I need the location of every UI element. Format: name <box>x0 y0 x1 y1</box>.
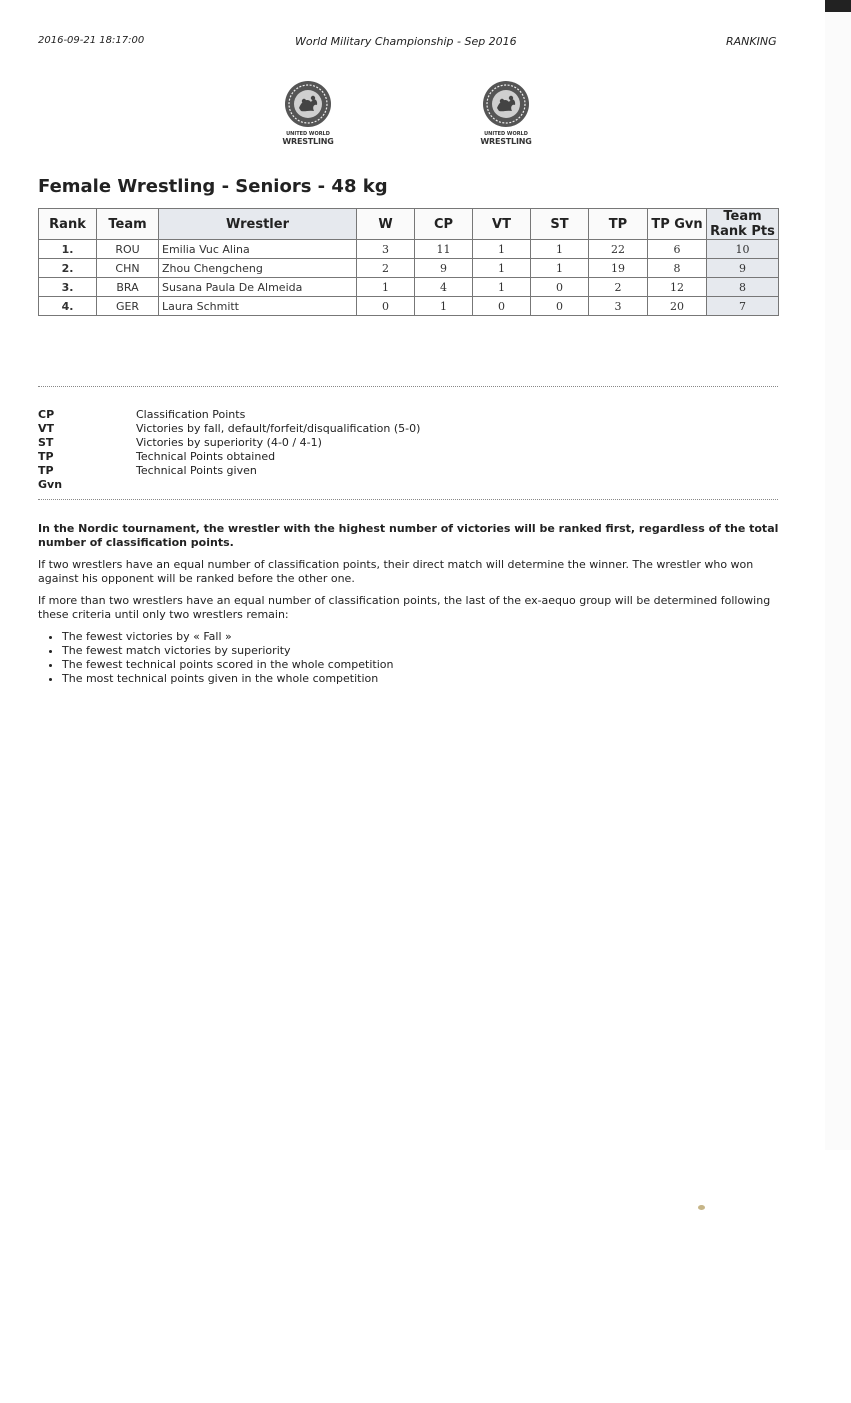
col-header-team-rank-pts <box>707 209 779 240</box>
cell-tp-gvn: 6 <box>648 240 707 259</box>
cell-w: 3 <box>357 240 415 259</box>
uww-logo-right <box>461 80 551 146</box>
legend-desc: Victories by fall, default/forfeit/disqualification (5-0) <box>136 422 421 435</box>
scan-edge-mark <box>825 0 851 12</box>
cell-cp: 1 <box>415 297 473 316</box>
rule-two-tied: If two wrestlers have an equal number of classification points, their direct match will determine the winner. The wrestler who won against his opponent will be ranked before the other one. <box>38 558 754 585</box>
scan-edge <box>825 0 851 1150</box>
cell-rank: 4. <box>39 297 97 316</box>
cell-st: 0 <box>531 278 589 297</box>
logo-text-top: UNITED WORLD <box>484 131 528 137</box>
cell-rank: 2. <box>39 259 97 278</box>
cell-w: 2 <box>357 259 415 278</box>
rule-nordic: In the Nordic tournament, the wrestler with the highest number of victories will be ranked first, regardless of the total number of classification points. <box>38 522 779 549</box>
rule-more-tied: If more than two wrestlers have an equal number of classification points, the last of the ex-aequo group will be determined following these criteria until only two wrestlers remain: <box>38 594 771 621</box>
list-item: • The fewest technical points scored in the whole competition <box>62 658 780 672</box>
legend-desc: Technical Points obtained <box>136 450 276 463</box>
legend-abbr: CP <box>38 408 55 421</box>
table-row <box>39 278 779 297</box>
cell-team: ROU <box>97 240 159 259</box>
col-header-tp: TP <box>589 209 648 240</box>
cell-team: GER <box>97 297 159 316</box>
list-item: • The fewest victories by « Fall » <box>62 630 780 644</box>
cell-tp: 3 <box>589 297 648 316</box>
cell-wrestler: Laura Schmitt <box>159 297 357 316</box>
header-line: Rank Pts <box>710 224 775 239</box>
ranking-table <box>38 208 779 316</box>
print-datetime: 2016-09-21 18:17:00 <box>38 35 145 46</box>
logo-text-bottom: WRESTLING <box>480 137 532 146</box>
cell-team-rank-pts: 8 <box>707 278 779 297</box>
cell-team: CHN <box>97 259 159 278</box>
legend-desc: Victories by superiority (4-0 / 4-1) <box>136 436 322 449</box>
cell-wrestler: Zhou Chengcheng <box>159 259 357 278</box>
logo-text-bottom: WRESTLING <box>282 137 334 146</box>
cell-tp-gvn: 20 <box>648 297 707 316</box>
cell-tp-gvn: 8 <box>648 259 707 278</box>
col-header-vt: VT <box>473 209 531 240</box>
cell-cp: 4 <box>415 278 473 297</box>
legend-abbr: TP Gvn <box>38 464 63 491</box>
cell-st: 0 <box>531 297 589 316</box>
ranking-rules <box>38 522 780 686</box>
cell-team-rank-pts: 10 <box>707 240 779 259</box>
divider <box>38 499 778 500</box>
col-header-st: ST <box>531 209 589 240</box>
legend-abbr: ST <box>38 436 54 449</box>
legend-abbr: VT <box>38 422 55 435</box>
col-header-tp-gvn: TP Gvn <box>648 209 707 240</box>
cell-vt: 1 <box>473 259 531 278</box>
col-header-cp: CP <box>415 209 473 240</box>
cell-tp: 2 <box>589 278 648 297</box>
cell-wrestler: Susana Paula De Almeida <box>159 278 357 297</box>
logo-text-top: UNITED WORLD <box>286 131 330 137</box>
cell-cp: 9 <box>415 259 473 278</box>
col-header-team: Team <box>97 209 159 240</box>
col-header-wrestler: Wrestler <box>159 209 357 240</box>
cell-team-rank-pts: 9 <box>707 259 779 278</box>
cell-w: 1 <box>357 278 415 297</box>
uww-emblem-icon <box>284 80 332 128</box>
uww-emblem-icon <box>482 80 530 128</box>
cell-team: BRA <box>97 278 159 297</box>
cell-team-rank-pts: 7 <box>707 297 779 316</box>
legend-abbr: TP <box>38 450 54 463</box>
cell-vt: 0 <box>473 297 531 316</box>
criteria-list <box>38 630 780 686</box>
cell-rank: 1. <box>39 240 97 259</box>
cell-tp: 22 <box>589 240 648 259</box>
scan-speck <box>698 1205 705 1210</box>
table-row <box>39 240 779 259</box>
table-header-row <box>39 209 779 240</box>
table-row <box>39 297 779 316</box>
legend-desc: Classification Points <box>136 408 246 421</box>
cell-st: 1 <box>531 259 589 278</box>
col-header-rank: Rank <box>39 209 97 240</box>
legend-desc: Technical Points given <box>136 464 257 477</box>
page-title: Female Wrestling - Seniors - 48 kg <box>38 176 388 197</box>
table-row <box>39 259 779 278</box>
cell-wrestler: Emilia Vuc Alina <box>159 240 357 259</box>
document-type: RANKING <box>726 35 777 48</box>
cell-w: 0 <box>357 297 415 316</box>
header-line: Team <box>723 209 762 224</box>
cell-st: 1 <box>531 240 589 259</box>
list-item: • The fewest match victories by superiority <box>62 644 780 658</box>
col-header-w: W <box>357 209 415 240</box>
event-name: World Military Championship - Sep 2016 <box>295 35 517 48</box>
cell-vt: 1 <box>473 278 531 297</box>
uww-logo-left <box>263 80 353 146</box>
divider <box>38 386 778 387</box>
cell-tp: 19 <box>589 259 648 278</box>
cell-vt: 1 <box>473 240 531 259</box>
cell-cp: 11 <box>415 240 473 259</box>
list-item: • The most technical points given in the whole competition <box>62 672 780 686</box>
cell-rank: 3. <box>39 278 97 297</box>
cell-tp-gvn: 12 <box>648 278 707 297</box>
